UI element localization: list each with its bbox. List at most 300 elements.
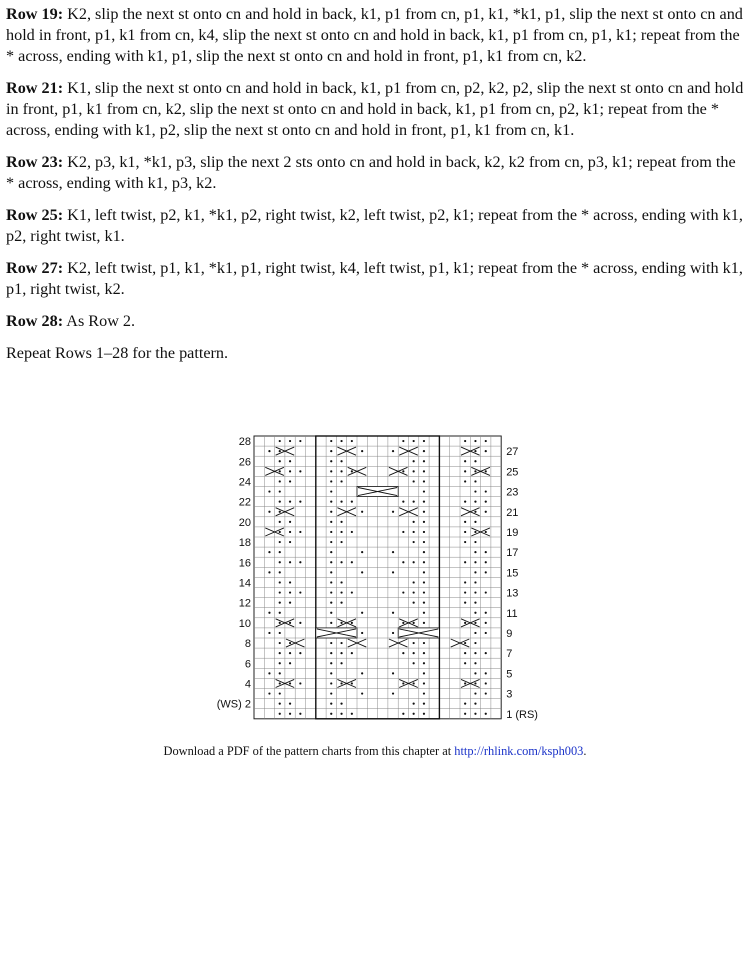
- purl-dot: [485, 450, 487, 452]
- purl-dot: [351, 652, 353, 654]
- purl-dot: [340, 581, 342, 583]
- row-label-left: 22: [238, 496, 251, 509]
- purl-dot: [402, 682, 404, 684]
- purl-dot: [402, 713, 404, 715]
- purl-dot: [299, 440, 301, 442]
- row-27-label: Row 27:: [6, 259, 64, 277]
- purl-dot: [485, 501, 487, 503]
- purl-dot: [340, 460, 342, 462]
- purl-dot: [340, 541, 342, 543]
- purl-dot: [485, 622, 487, 624]
- purl-dot: [340, 642, 342, 644]
- purl-dot: [464, 531, 466, 533]
- row-28-text: As Row 2.: [63, 312, 136, 330]
- purl-dot: [279, 591, 281, 593]
- purl-dot: [279, 531, 281, 533]
- row-label-right: 1 (RS): [506, 708, 538, 721]
- purl-dot: [474, 511, 476, 513]
- row-label-right: 7: [506, 648, 513, 661]
- purl-dot: [289, 501, 291, 503]
- purl-dot: [279, 480, 281, 482]
- purl-dot: [464, 440, 466, 442]
- purl-dot: [413, 622, 415, 624]
- row-25-instruction: [6, 205, 744, 247]
- purl-dot: [289, 682, 291, 684]
- purl-dot: [279, 501, 281, 503]
- purl-dot: [413, 652, 415, 654]
- row-label-right: 19: [506, 526, 519, 539]
- purl-dot: [423, 602, 425, 604]
- purl-dot: [485, 713, 487, 715]
- row-28-instruction: [6, 311, 744, 332]
- purl-dot: [330, 571, 332, 573]
- purl-dot: [474, 632, 476, 634]
- purl-dot: [474, 470, 476, 472]
- purl-dot: [485, 440, 487, 442]
- purl-dot: [413, 460, 415, 462]
- purl-dot: [268, 672, 270, 674]
- purl-dot: [413, 602, 415, 604]
- purl-dot: [351, 622, 353, 624]
- purl-dot: [279, 632, 281, 634]
- purl-dot: [485, 511, 487, 513]
- row-21-text: K1, slip the next st onto cn and hold in back, k1, p1 from cn, p2, k2, p2, slip the next st onto cn and hold in front, p1, k1 from cn, k2, slip the next st onto cn and hold in back, k1, p1 from cn, p2, k1; repeat from the * across, ending with k1, p2, slip the next st onto cn and hold in front, p1, k1 from cn, k1.: [6, 79, 744, 139]
- purl-dot: [402, 591, 404, 593]
- purl-dot: [413, 682, 415, 684]
- purl-dot: [289, 642, 291, 644]
- purl-dot: [268, 571, 270, 573]
- knitting-chart: [206, 432, 546, 732]
- row-21-instruction: [6, 78, 744, 141]
- purl-dot: [340, 521, 342, 523]
- purl-dot: [330, 501, 332, 503]
- purl-dot: [351, 501, 353, 503]
- purl-dot: [340, 591, 342, 593]
- row-25-text: K1, left twist, p2, k1, *k1, p2, right twist, k2, left twist, p2, k1; repeat from the * across, ending with k1, p2, right twist, k1.: [6, 206, 743, 245]
- purl-dot: [299, 561, 301, 563]
- purl-dot: [474, 571, 476, 573]
- purl-dot: [279, 541, 281, 543]
- purl-dot: [268, 692, 270, 694]
- purl-dot: [340, 470, 342, 472]
- purl-dot: [474, 602, 476, 604]
- purl-dot: [289, 541, 291, 543]
- purl-dot: [402, 531, 404, 533]
- purl-dot: [474, 662, 476, 664]
- purl-dot: [340, 652, 342, 654]
- download-note-period: .: [583, 744, 587, 758]
- purl-dot: [340, 703, 342, 705]
- row-19-label: Row 19:: [6, 5, 64, 23]
- purl-dot: [464, 460, 466, 462]
- purl-dot: [413, 581, 415, 583]
- purl-dot: [413, 642, 415, 644]
- purl-dot: [299, 682, 301, 684]
- download-note: [0, 744, 750, 759]
- purl-dot: [423, 480, 425, 482]
- purl-dot: [330, 490, 332, 492]
- purl-dot: [330, 531, 332, 533]
- purl-dot: [289, 591, 291, 593]
- purl-dot: [392, 672, 394, 674]
- purl-dot: [423, 652, 425, 654]
- purl-dot: [485, 632, 487, 634]
- purl-dot: [361, 672, 363, 674]
- purl-dot: [351, 531, 353, 533]
- purl-dot: [474, 440, 476, 442]
- purl-dot: [268, 632, 270, 634]
- purl-dot: [464, 652, 466, 654]
- purl-dot: [423, 662, 425, 664]
- purl-dot: [423, 682, 425, 684]
- purl-dot: [330, 713, 332, 715]
- purl-dot: [330, 642, 332, 644]
- purl-dot: [485, 612, 487, 614]
- purl-dot: [413, 541, 415, 543]
- purl-dot: [279, 662, 281, 664]
- purl-dot: [351, 591, 353, 593]
- purl-dot: [330, 440, 332, 442]
- purl-dot: [361, 692, 363, 694]
- purl-dot: [340, 713, 342, 715]
- purl-dot: [279, 682, 281, 684]
- row-label-right: 5: [506, 668, 513, 681]
- purl-dot: [330, 662, 332, 664]
- purl-dot: [279, 440, 281, 442]
- purl-dot: [423, 470, 425, 472]
- purl-dot: [464, 591, 466, 593]
- purl-dot: [279, 602, 281, 604]
- purl-dot: [474, 622, 476, 624]
- purl-dot: [485, 692, 487, 694]
- purl-dot: [279, 672, 281, 674]
- row-label-left: (WS) 2: [216, 698, 251, 711]
- purl-dot: [423, 440, 425, 442]
- purl-dot: [340, 662, 342, 664]
- row-label-right: 17: [506, 547, 519, 560]
- purl-dot: [351, 713, 353, 715]
- purl-dot: [413, 713, 415, 715]
- purl-dot: [423, 703, 425, 705]
- purl-dot: [464, 662, 466, 664]
- purl-dot: [402, 652, 404, 654]
- knitting-chart-grid: [206, 432, 546, 732]
- purl-dot: [330, 672, 332, 674]
- purl-dot: [485, 682, 487, 684]
- purl-dot: [402, 501, 404, 503]
- purl-dot: [330, 450, 332, 452]
- purl-dot: [485, 561, 487, 563]
- purl-dot: [361, 450, 363, 452]
- purl-dot: [330, 602, 332, 604]
- purl-dot: [402, 440, 404, 442]
- purl-dot: [423, 692, 425, 694]
- purl-dot: [423, 531, 425, 533]
- purl-dot: [299, 531, 301, 533]
- purl-dot: [423, 511, 425, 513]
- purl-dot: [474, 450, 476, 452]
- purl-dot: [279, 581, 281, 583]
- purl-dot: [268, 511, 270, 513]
- purl-dot: [279, 561, 281, 563]
- row-label-left: 10: [238, 617, 251, 630]
- purl-dot: [474, 460, 476, 462]
- purl-dot: [340, 531, 342, 533]
- purl-dot: [413, 521, 415, 523]
- purl-dot: [330, 692, 332, 694]
- purl-dot: [402, 470, 404, 472]
- purl-dot: [464, 470, 466, 472]
- purl-dot: [485, 591, 487, 593]
- purl-dot: [464, 642, 466, 644]
- purl-dot: [330, 460, 332, 462]
- purl-dot: [279, 692, 281, 694]
- purl-dot: [474, 612, 476, 614]
- row-label-left: 28: [238, 436, 251, 449]
- purl-dot: [485, 652, 487, 654]
- purl-dot: [330, 541, 332, 543]
- purl-dot: [351, 561, 353, 563]
- purl-dot: [464, 703, 466, 705]
- purl-dot: [279, 571, 281, 573]
- row-label-left: 20: [238, 516, 251, 529]
- row-27-text: K2, left twist, p1, k1, *k1, p1, right twist, k4, left twist, p1, k1; repeat from the * across, ending with k1, p1, right twist, k2.: [6, 259, 743, 298]
- purl-dot: [279, 470, 281, 472]
- purl-dot: [392, 571, 394, 573]
- purl-dot: [268, 450, 270, 452]
- purl-dot: [485, 571, 487, 573]
- purl-dot: [279, 642, 281, 644]
- purl-dot: [392, 632, 394, 634]
- purl-dot: [485, 470, 487, 472]
- purl-dot: [392, 692, 394, 694]
- purl-dot: [279, 450, 281, 452]
- purl-dot: [279, 460, 281, 462]
- purl-dot: [289, 531, 291, 533]
- purl-dot: [474, 591, 476, 593]
- purl-dot: [413, 480, 415, 482]
- purl-dot: [340, 622, 342, 624]
- purl-dot: [464, 521, 466, 523]
- row-label-left: 8: [244, 638, 251, 651]
- purl-dot: [340, 682, 342, 684]
- purl-dot: [423, 571, 425, 573]
- purl-dot: [402, 622, 404, 624]
- purl-dot: [474, 642, 476, 644]
- purl-dot: [413, 470, 415, 472]
- purl-dot: [474, 531, 476, 533]
- purl-dot: [474, 490, 476, 492]
- purl-dot: [351, 470, 353, 472]
- purl-dot: [340, 440, 342, 442]
- purl-dot: [423, 612, 425, 614]
- purl-dot: [413, 531, 415, 533]
- purl-dot: [413, 703, 415, 705]
- purl-dot: [423, 591, 425, 593]
- purl-dot: [474, 551, 476, 553]
- purl-dot: [474, 672, 476, 674]
- row-label-left: 16: [238, 557, 251, 570]
- row-label-left: 24: [238, 476, 251, 489]
- pattern-text: [6, 4, 744, 375]
- row-label-left: 26: [238, 456, 251, 469]
- purl-dot: [392, 612, 394, 614]
- purl-dot: [289, 713, 291, 715]
- purl-dot: [289, 703, 291, 705]
- row-label-right: 23: [506, 486, 519, 499]
- purl-dot: [423, 521, 425, 523]
- purl-dot: [330, 511, 332, 513]
- purl-dot: [289, 440, 291, 442]
- purl-dot: [289, 602, 291, 604]
- purl-dot: [423, 551, 425, 553]
- row-label-left: 18: [238, 537, 251, 550]
- purl-dot: [413, 440, 415, 442]
- purl-dot: [340, 501, 342, 503]
- row-23-instruction: [6, 152, 744, 194]
- purl-dot: [279, 612, 281, 614]
- purl-dot: [423, 501, 425, 503]
- row-19-text: K2, slip the next st onto cn and hold in back, k1, p1 from cn, p1, k1, *k1, p1, slip the next st onto cn and hold in front, p1, k1 from cn, k4, slip the next st onto cn and hold in back, k1, p1 from cn, p1, k1; repeat from the * across, ending with k1, p1, slip the next st onto cn and hold in front, p1, k1 from cn, k2.: [6, 5, 743, 65]
- row-label-left: 6: [244, 658, 251, 671]
- row-label-right: 25: [506, 466, 519, 479]
- purl-dot: [423, 561, 425, 563]
- purl-dot: [289, 460, 291, 462]
- row-23-text: K2, p3, k1, *k1, p3, slip the next 2 sts onto cn and hold in back, k2, k2 from cn, p3, k1; repeat from the * across, ending with k1, p3, k2.: [6, 153, 736, 192]
- purl-dot: [330, 703, 332, 705]
- purl-dot: [423, 622, 425, 624]
- purl-dot: [361, 632, 363, 634]
- purl-dot: [474, 652, 476, 654]
- row-label-right: 13: [506, 587, 519, 600]
- purl-dot: [474, 703, 476, 705]
- purl-dot: [413, 561, 415, 563]
- purl-dot: [330, 480, 332, 482]
- row-21-label: Row 21:: [6, 79, 64, 97]
- purl-dot: [423, 460, 425, 462]
- purl-dot: [279, 703, 281, 705]
- purl-dot: [392, 551, 394, 553]
- purl-dot: [423, 581, 425, 583]
- purl-dot: [340, 561, 342, 563]
- purl-dot: [279, 490, 281, 492]
- purl-dot: [330, 551, 332, 553]
- purl-dot: [330, 591, 332, 593]
- purl-dot: [279, 622, 281, 624]
- purl-dot: [330, 652, 332, 654]
- purl-dot: [289, 521, 291, 523]
- purl-dot: [474, 581, 476, 583]
- purl-dot: [485, 490, 487, 492]
- purl-dot: [474, 713, 476, 715]
- purl-dot: [464, 501, 466, 503]
- purl-dot: [289, 662, 291, 664]
- purl-dot: [423, 713, 425, 715]
- row-28-label: Row 28:: [6, 312, 64, 330]
- purl-dot: [361, 571, 363, 573]
- row-19-instruction: [6, 4, 744, 67]
- purl-dot: [340, 480, 342, 482]
- purl-dot: [474, 692, 476, 694]
- purl-dot: [330, 581, 332, 583]
- purl-dot: [464, 541, 466, 543]
- purl-dot: [289, 652, 291, 654]
- purl-dot: [330, 682, 332, 684]
- purl-dot: [474, 561, 476, 563]
- purl-dot: [485, 551, 487, 553]
- purl-dot: [423, 672, 425, 674]
- purl-dot: [279, 652, 281, 654]
- purl-dot: [299, 591, 301, 593]
- purl-dot: [289, 480, 291, 482]
- purl-dot: [361, 511, 363, 513]
- purl-dot: [351, 682, 353, 684]
- purl-dot: [351, 440, 353, 442]
- purl-dot: [299, 622, 301, 624]
- purl-dot: [299, 713, 301, 715]
- purl-dot: [413, 662, 415, 664]
- purl-dot: [464, 561, 466, 563]
- purl-dot: [413, 591, 415, 593]
- purl-dot: [330, 612, 332, 614]
- purl-dot: [464, 622, 466, 624]
- purl-dot: [268, 490, 270, 492]
- purl-dot: [485, 672, 487, 674]
- purl-dot: [361, 612, 363, 614]
- purl-dot: [464, 480, 466, 482]
- row-label-left: 14: [238, 577, 251, 590]
- purl-dot: [464, 602, 466, 604]
- row-label-right: 21: [506, 506, 519, 519]
- purl-dot: [268, 551, 270, 553]
- row-23-label: Row 23:: [6, 153, 64, 171]
- purl-dot: [279, 551, 281, 553]
- purl-dot: [474, 480, 476, 482]
- row-label-right: 11: [506, 607, 518, 620]
- purl-dot: [464, 581, 466, 583]
- pdf-download-link[interactable]: http://rhlink.com/ksph003: [454, 744, 584, 758]
- row-label-right: 9: [506, 627, 513, 640]
- row-label-right: 3: [506, 688, 513, 701]
- purl-dot: [279, 521, 281, 523]
- purl-dot: [279, 511, 281, 513]
- purl-dot: [268, 612, 270, 614]
- purl-dot: [474, 521, 476, 523]
- purl-dot: [330, 622, 332, 624]
- row-27-instruction: [6, 258, 744, 300]
- purl-dot: [299, 470, 301, 472]
- purl-dot: [474, 541, 476, 543]
- row-label-right: 27: [506, 446, 519, 459]
- purl-dot: [485, 531, 487, 533]
- purl-dot: [330, 470, 332, 472]
- purl-dot: [340, 602, 342, 604]
- purl-dot: [330, 561, 332, 563]
- purl-dot: [330, 521, 332, 523]
- row-label-left: 12: [238, 597, 251, 610]
- purl-dot: [423, 642, 425, 644]
- repeat-instruction: Repeat Rows 1–28 for the pattern.: [6, 344, 229, 362]
- purl-dot: [423, 490, 425, 492]
- download-note-text: Download a PDF of the pattern charts from this chapter at: [163, 744, 455, 758]
- purl-dot: [289, 622, 291, 624]
- purl-dot: [392, 450, 394, 452]
- purl-dot: [299, 501, 301, 503]
- purl-dot: [464, 682, 466, 684]
- purl-dot: [299, 652, 301, 654]
- purl-dot: [289, 470, 291, 472]
- purl-dot: [279, 713, 281, 715]
